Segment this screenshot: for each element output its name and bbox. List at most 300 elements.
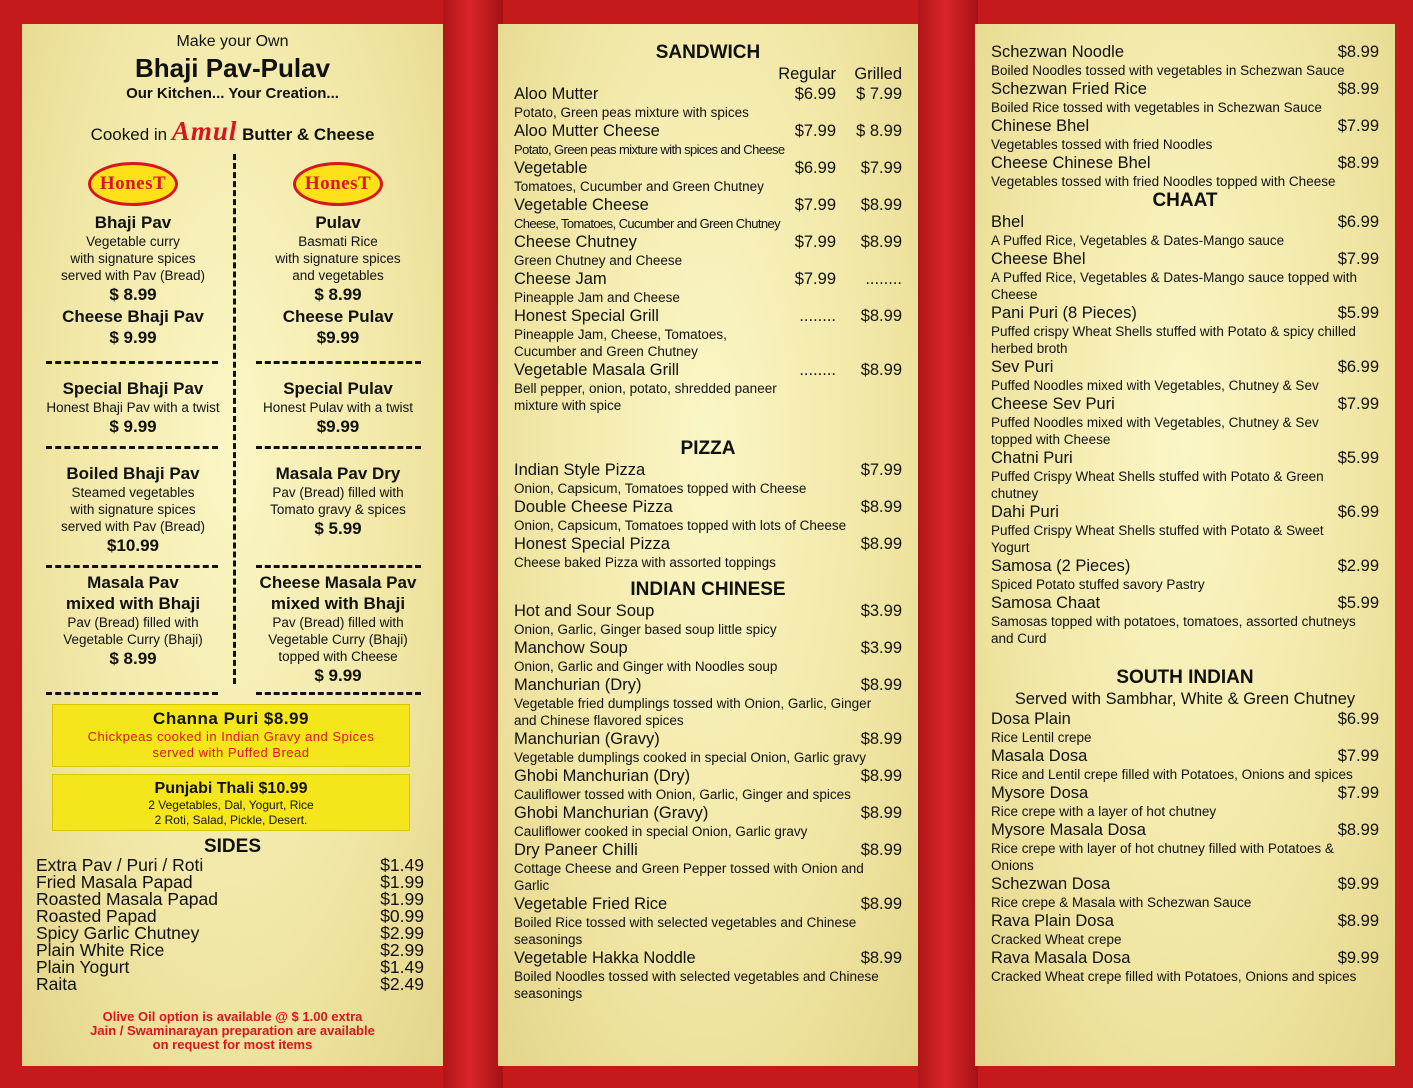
menu-item xyxy=(514,534,902,571)
item-price-regular: $7.99 xyxy=(794,196,836,214)
item-name: mixed with Bhaji xyxy=(65,594,201,613)
menu-item xyxy=(514,894,902,948)
item-row xyxy=(991,746,1379,766)
item-price: $10.99 xyxy=(107,536,159,555)
item-masala-pav-dry xyxy=(238,463,438,540)
item-row xyxy=(514,675,902,695)
item-row xyxy=(514,269,902,289)
vertical-divider xyxy=(233,154,236,684)
item-desc: herbed broth xyxy=(991,341,1068,356)
pizza-list xyxy=(514,460,902,571)
item-name: Sev Puri xyxy=(991,358,1054,376)
item-desc: Vegetables tossed with fried Noodles xyxy=(991,137,1213,152)
channa-puri-box xyxy=(52,704,410,767)
item-row xyxy=(991,448,1379,468)
side-price: $1.49 xyxy=(380,855,424,875)
item-price: $ 9.99 xyxy=(109,417,157,436)
item-price-grilled: $8.99 xyxy=(860,361,902,379)
item-desc: topped with Cheese xyxy=(278,649,398,664)
item-price-regular: ........ xyxy=(799,361,836,379)
item-name: Ghobi Manchurian (Gravy) xyxy=(514,804,709,822)
item-price: $9.99 xyxy=(1337,875,1379,893)
item-price-grilled: $ 8.99 xyxy=(856,122,902,140)
side-name: Roasted Papad xyxy=(36,906,157,926)
punjabi-thali-box xyxy=(52,774,410,831)
item-row xyxy=(514,601,902,621)
item-desc: Cracked Wheat crepe filled with Potatoes, Onions and spices xyxy=(991,969,1357,984)
item-row xyxy=(991,948,1379,968)
item-desc: Rice Lentil crepe xyxy=(991,730,1092,745)
item-row xyxy=(514,840,902,860)
item-name: Aloo Mutter xyxy=(514,85,599,103)
item-row xyxy=(514,497,902,517)
item-row xyxy=(991,212,1379,232)
menu-item xyxy=(514,84,902,121)
divider xyxy=(46,692,218,695)
item-row xyxy=(991,874,1379,894)
item-row xyxy=(514,766,902,786)
menu-item xyxy=(991,502,1379,556)
panel3-column xyxy=(991,42,1379,985)
item-row xyxy=(991,556,1379,576)
item-desc: served with Pav (Bread) xyxy=(60,268,206,283)
item-desc: Rice crepe & Masala with Schezwan Sauce xyxy=(991,895,1252,910)
item-row xyxy=(991,820,1379,840)
item-name: Rava Plain Dosa xyxy=(991,912,1114,930)
item-desc: Rice crepe with layer of hot chutney filled with Potatoes & xyxy=(991,841,1334,856)
item-desc: Puffed Crispy Wheat Shells stuffed with Potato & Sweet xyxy=(991,523,1324,538)
item-price-grilled: $8.99 xyxy=(860,233,902,251)
item-price: $3.99 xyxy=(860,639,902,657)
menu-item xyxy=(514,158,902,195)
item-price: $8.99 xyxy=(860,804,902,822)
item-name: Rava Masala Dosa xyxy=(991,949,1131,967)
item-name: Mysore Dosa xyxy=(991,784,1089,802)
item-row xyxy=(991,79,1379,99)
item-price: $7.99 xyxy=(1337,250,1379,268)
item-name: Ghobi Manchurian (Dry) xyxy=(514,767,691,785)
item-name: Vegetable xyxy=(514,159,588,177)
item-price: $9.99 xyxy=(316,417,360,436)
item-price-regular: $7.99 xyxy=(794,122,836,140)
menu-item xyxy=(514,675,902,729)
item-cheese-masala-pav-bhaji xyxy=(238,572,438,687)
menu-item xyxy=(514,269,902,306)
item-price: $7.99 xyxy=(1337,117,1379,135)
item-name: Dahi Puri xyxy=(991,503,1059,521)
item-pulav xyxy=(238,162,438,349)
menu-item xyxy=(991,212,1379,249)
item-desc: Tomato gravy & spices xyxy=(270,502,406,517)
panel2-column xyxy=(514,42,902,1002)
sides-list xyxy=(36,857,424,993)
item-desc: topped with Cheese xyxy=(991,432,1111,447)
menu-item xyxy=(514,232,902,269)
item-desc: Boiled Noodles tossed with vegetables in Schezwan Sauce xyxy=(991,63,1345,78)
menu-item xyxy=(514,638,902,675)
item-name: Vegetable Masala Grill xyxy=(514,361,680,379)
item-row xyxy=(514,306,902,326)
item-name: Vegetable Hakka Noddle xyxy=(514,949,696,967)
item-name: Schezwan Dosa xyxy=(991,875,1111,893)
side-row xyxy=(36,976,424,993)
item-name: Pani Puri (8 Pieces) xyxy=(991,304,1137,322)
item-name: Chatni Puri xyxy=(991,449,1073,467)
menu-item xyxy=(514,766,902,803)
item-name: Pulav xyxy=(315,213,361,232)
item-price: $ 8.99 xyxy=(314,285,362,304)
item-price: $5.99 xyxy=(1337,449,1379,467)
item-desc: Basmati Rice xyxy=(298,234,378,249)
menu-item xyxy=(991,448,1379,502)
item-price-grilled: $ 7.99 xyxy=(856,85,902,103)
menu-item xyxy=(991,394,1379,448)
divider xyxy=(46,565,218,568)
item-desc: Boiled Rice tossed with selected vegetables and Chinese xyxy=(514,915,857,930)
item-price: $6.99 xyxy=(1337,710,1379,728)
item-desc: Green Chutney and Cheese xyxy=(514,253,683,268)
item-row xyxy=(991,303,1379,323)
item-desc: Cottage Cheese and Green Pepper tossed with Onion and xyxy=(514,861,864,876)
item-row xyxy=(991,116,1379,136)
item-price: $8.99 xyxy=(860,730,902,748)
item-name: Mysore Masala Dosa xyxy=(991,821,1146,839)
item-desc: Cauliflower cooked in special Onion, Garlic gravy xyxy=(514,824,808,839)
item-name: Honest Special Grill xyxy=(514,307,659,325)
panel-chaat-south-indian xyxy=(975,24,1395,1066)
item-name: Masala Pav Dry xyxy=(275,464,401,483)
menu-item xyxy=(514,497,902,534)
panel-sandwich-pizza-chinese xyxy=(498,24,918,1066)
tagline: Our Kitchen... Your Creation... xyxy=(126,85,339,102)
item-row xyxy=(514,638,902,658)
item-price: $ 8.99 xyxy=(109,285,157,304)
item-desc: and Curd xyxy=(991,631,1047,646)
col-grilled: Grilled xyxy=(854,65,902,83)
divider xyxy=(256,565,421,568)
item-desc: A Puffed Rice, Vegetables & Dates-Mango sauce xyxy=(991,233,1285,248)
menu-item xyxy=(991,948,1379,985)
item-desc: seasonings xyxy=(514,986,583,1001)
item-name: Schezwan Noodle xyxy=(991,43,1124,61)
menu-item xyxy=(991,79,1379,116)
item-name: Cheese Sev Puri xyxy=(991,395,1115,413)
item-special-bhaji-pav xyxy=(33,378,233,438)
item-price: $ 9.99 xyxy=(314,666,362,685)
side-name: Plain Yogurt xyxy=(36,957,130,977)
side-name: Extra Pav / Puri / Roti xyxy=(36,855,204,875)
item-row xyxy=(991,249,1379,269)
item-price-grilled: ........ xyxy=(865,270,902,288)
menu-item xyxy=(991,249,1379,303)
item-row xyxy=(991,153,1379,173)
item-row xyxy=(991,502,1379,522)
item-desc: mixture with spice xyxy=(514,398,622,413)
menu-item xyxy=(991,303,1379,357)
side-price: $0.99 xyxy=(380,906,424,926)
item-desc: Spiced Potato stuffed savory Pastry xyxy=(991,577,1205,592)
item-desc: with signature spices xyxy=(70,502,196,517)
divider xyxy=(46,361,218,364)
item-row xyxy=(514,803,902,823)
item-desc: Cucumber and Green Chutney xyxy=(514,344,698,359)
item-boiled-bhaji-pav xyxy=(33,463,233,557)
thali-title: Punjabi Thali $10.99 xyxy=(154,780,308,797)
item-desc: Yogurt xyxy=(991,540,1030,555)
item-desc: Cheese baked Pizza with assorted toppings xyxy=(514,555,776,570)
menu-item xyxy=(991,746,1379,783)
menu-item xyxy=(991,911,1379,948)
item-price: $6.99 xyxy=(1337,213,1379,231)
item-name: Dry Paneer Chilli xyxy=(514,841,638,859)
item-price: $8.99 xyxy=(860,498,902,516)
item-price: $5.99 xyxy=(1337,304,1379,322)
side-name: Spicy Garlic Chutney xyxy=(36,923,200,943)
item-special-pulav xyxy=(238,378,438,438)
panel-bhaji-pav xyxy=(22,24,443,1066)
honest-logo: HonesT xyxy=(88,162,178,206)
section-title-sandwich: SANDWICH xyxy=(655,42,761,63)
item-name: Hot and Sour Soup xyxy=(514,602,655,620)
item-name: Manchurian (Gravy) xyxy=(514,730,660,748)
panel1-header xyxy=(22,24,443,147)
item-desc: Steamed vegetables xyxy=(71,485,195,500)
side-price: $1.49 xyxy=(380,957,424,977)
item-price: $8.99 xyxy=(860,841,902,859)
item-name: Samosa (2 Pieces) xyxy=(991,557,1131,575)
item-desc: seasonings xyxy=(514,932,583,947)
item-price: $8.99 xyxy=(860,535,902,553)
item-desc: Cheese xyxy=(991,287,1038,302)
item-name: Bhaji Pav xyxy=(94,213,172,232)
item-name: Schezwan Fried Rice xyxy=(991,80,1147,98)
item-name: Cheese Jam xyxy=(514,270,607,288)
channa-desc: Chickpeas cooked in Indian Gravy and Spices xyxy=(87,729,375,744)
chaat-list xyxy=(991,212,1379,647)
item-price: $5.99 xyxy=(1337,594,1379,612)
col-regular: Regular xyxy=(778,65,836,83)
item-desc: Boiled Noodles tossed with selected vegetables and Chinese xyxy=(514,969,879,984)
item-desc: Onion, Garlic, Ginger based soup little spicy xyxy=(514,622,777,637)
note-line: Olive Oil option is available @ $ 1.00 extra xyxy=(102,1009,363,1024)
item-price: $8.99 xyxy=(1337,43,1379,61)
divider xyxy=(256,361,421,364)
note-line: Jain / Swaminarayan preparation are available xyxy=(90,1023,375,1038)
item-name: Honest Special Pizza xyxy=(514,535,670,553)
item-desc: Pav (Bread) filled with xyxy=(272,485,404,500)
item-price: $9.99 xyxy=(1337,949,1379,967)
item-desc: Puffed Noodles mixed with Vegetables, Chutney & Sev xyxy=(991,415,1319,430)
make-your-own: Make your Own xyxy=(176,33,289,50)
menu-item xyxy=(514,360,902,414)
menu-item xyxy=(514,601,902,638)
side-name: Plain White Rice xyxy=(36,940,165,960)
item-price: $8.99 xyxy=(860,767,902,785)
side-price: $2.99 xyxy=(380,940,424,960)
item-desc: Garlic xyxy=(514,878,550,893)
item-row xyxy=(514,158,902,178)
item-row xyxy=(514,948,902,968)
honest-logo: HonesT xyxy=(293,162,383,206)
item-name: Bhel xyxy=(991,213,1025,231)
item-row xyxy=(514,360,902,380)
thali-desc: 2 Roti, Salad, Pickle, Desert. xyxy=(154,813,308,827)
item-desc: Samosas topped with potatoes, tomatoes, assorted chutneys xyxy=(991,614,1356,629)
item-desc: Tomatoes, Cucumber and Green Chutney xyxy=(514,179,764,194)
item-price: $6.99 xyxy=(1337,358,1379,376)
south-indian-subtitle: Served with Sambhar, White & Green Chutney xyxy=(1014,690,1356,708)
menu-item xyxy=(991,874,1379,911)
item-desc: Onion, Capsicum, Tomatoes topped with lots of Cheese xyxy=(514,518,847,533)
item-price: $7.99 xyxy=(1337,784,1379,802)
side-price: $1.99 xyxy=(380,889,424,909)
divider xyxy=(46,446,218,449)
item-row xyxy=(514,121,902,141)
side-price: $2.49 xyxy=(380,974,424,994)
item-price: $3.99 xyxy=(860,602,902,620)
item-desc: Rice crepe with a layer of hot chutney xyxy=(991,804,1217,819)
item-desc: Potato, Green peas mixture with spices xyxy=(514,105,749,120)
thali-desc: 2 Vegetables, Dal, Yogurt, Rice xyxy=(148,798,314,812)
menu-item xyxy=(514,195,902,232)
section-title-chaat: CHAAT xyxy=(1152,190,1218,211)
item-desc: Vegetable curry xyxy=(86,234,180,249)
item-name: Manchurian (Dry) xyxy=(514,676,642,694)
item-name: Masala Pav xyxy=(87,573,179,592)
item-price-regular: $7.99 xyxy=(794,233,836,251)
menu-item xyxy=(514,840,902,894)
item-price: $8.99 xyxy=(1337,912,1379,930)
item-desc: Puffed Noodles mixed with Vegetables, Chutney & Sev xyxy=(991,378,1319,393)
fold-right xyxy=(918,0,978,1088)
item-price: $ 5.99 xyxy=(314,519,362,538)
item-desc: Rice and Lentil crepe filled with Potatoes, Onions and spices xyxy=(991,767,1353,782)
item-row xyxy=(991,42,1379,62)
item-price: $8.99 xyxy=(860,676,902,694)
chinese-cont-list xyxy=(991,42,1379,190)
item-desc: Puffed crispy Wheat Shells stuffed with Potato & spicy chilled xyxy=(991,324,1356,339)
side-price: $2.99 xyxy=(380,923,424,943)
note-line: on request for most items xyxy=(152,1037,313,1052)
item-row xyxy=(514,232,902,252)
item-desc: served with Pav (Bread) xyxy=(60,519,206,534)
item-desc: Puffed Crispy Wheat Shells stuffed with Potato & Green xyxy=(991,469,1324,484)
side-row xyxy=(36,959,424,976)
menu-item xyxy=(514,306,902,360)
fold-left xyxy=(443,0,503,1088)
item-desc: with signature spices xyxy=(70,251,196,266)
item-name: Cheese Chinese Bhel xyxy=(991,154,1151,172)
menu-item xyxy=(514,948,902,1002)
item-price: $8.99 xyxy=(860,949,902,967)
item-row xyxy=(514,534,902,554)
south-indian-list xyxy=(991,709,1379,985)
chinese-list xyxy=(514,601,902,1002)
item-price: $ 8.99 xyxy=(109,649,157,668)
item-row xyxy=(991,357,1379,377)
item-desc: chutney xyxy=(991,486,1039,501)
item-row xyxy=(991,911,1379,931)
item-price-regular: $7.99 xyxy=(794,270,836,288)
item-desc: and Chinese flavored spices xyxy=(514,713,684,728)
item-price: $ 9.99 xyxy=(109,328,157,347)
item-desc: Honest Bhaji Pav with a twist xyxy=(46,400,220,415)
menu-item xyxy=(514,460,902,497)
item-price-regular: ........ xyxy=(799,307,836,325)
item-price: $9.99 xyxy=(316,328,360,347)
item-price-grilled: $7.99 xyxy=(860,159,902,177)
item-name: Special Bhaji Pav xyxy=(62,379,204,398)
item-desc: Pineapple Jam and Cheese xyxy=(514,290,680,305)
item-price: $8.99 xyxy=(1337,80,1379,98)
item-desc: Vegetable dumplings cooked in special Onion, Garlic gravy xyxy=(514,750,866,765)
item-masala-pav-bhaji xyxy=(33,572,233,670)
item-desc: and vegetables xyxy=(292,268,384,283)
butter-cheese-label: Butter & Cheese xyxy=(242,125,375,144)
item-desc: Pav (Bread) filled with xyxy=(272,615,404,630)
item-desc: Pav (Bread) filled with xyxy=(67,615,199,630)
item-name: Vegetable Cheese xyxy=(514,196,649,214)
menu-item xyxy=(514,729,902,766)
channa-desc: served with Puffed Bread xyxy=(152,745,310,760)
item-row xyxy=(991,783,1379,803)
divider xyxy=(256,692,421,695)
item-name: Indian Style Pizza xyxy=(514,461,646,479)
item-price: $7.99 xyxy=(1337,395,1379,413)
item-desc: Potato, Green peas mixture with spices and Cheese xyxy=(514,142,785,157)
item-price-grilled: $8.99 xyxy=(860,196,902,214)
side-name: Fried Masala Papad xyxy=(36,872,193,892)
cooked-in-label: Cooked in xyxy=(90,125,168,144)
channa-title: Channa Puri $8.99 xyxy=(153,709,309,728)
item-desc: Onions xyxy=(991,858,1034,873)
item-name: Chinese Bhel xyxy=(991,117,1090,135)
bhaji-pulav-grid xyxy=(22,154,443,699)
item-desc: Onion, Garlic and Ginger with Noodles soup xyxy=(514,659,778,674)
item-price: $8.99 xyxy=(1337,154,1379,172)
item-name: Double Cheese Pizza xyxy=(514,498,673,516)
item-name: Dosa Plain xyxy=(991,710,1071,728)
side-name: Raita xyxy=(36,974,77,994)
item-price-grilled: $8.99 xyxy=(860,307,902,325)
item-desc: Onion, Capsicum, Tomatoes topped with Cheese xyxy=(514,481,807,496)
item-desc: Cheese, Tomatoes, Cucumber and Green Chutney xyxy=(514,216,781,231)
item-row xyxy=(514,195,902,215)
item-price: $7.99 xyxy=(860,461,902,479)
item-price-regular: $6.99 xyxy=(794,85,836,103)
footer-notes xyxy=(22,1010,443,1052)
menu-item xyxy=(514,121,902,158)
cooked-in-line xyxy=(22,116,443,147)
menu-item xyxy=(991,783,1379,820)
divider xyxy=(256,446,421,449)
item-price: $8.99 xyxy=(1337,821,1379,839)
item-name: Cheese Bhaji Pav xyxy=(62,307,204,326)
item-name: Vegetable Fried Rice xyxy=(514,895,668,913)
item-name: Aloo Mutter Cheese xyxy=(514,122,660,140)
menu-item xyxy=(991,116,1379,153)
menu-item xyxy=(991,820,1379,874)
item-row xyxy=(514,84,902,104)
item-row xyxy=(991,394,1379,414)
item-name: Cheese Bhel xyxy=(991,250,1086,268)
menu-item xyxy=(514,803,902,840)
menu-item xyxy=(991,593,1379,647)
menu-item xyxy=(991,709,1379,746)
item-desc: Cracked Wheat crepe xyxy=(991,932,1122,947)
amul-logo: Amul xyxy=(171,116,238,146)
item-name: Cheese Pulav xyxy=(282,307,394,326)
